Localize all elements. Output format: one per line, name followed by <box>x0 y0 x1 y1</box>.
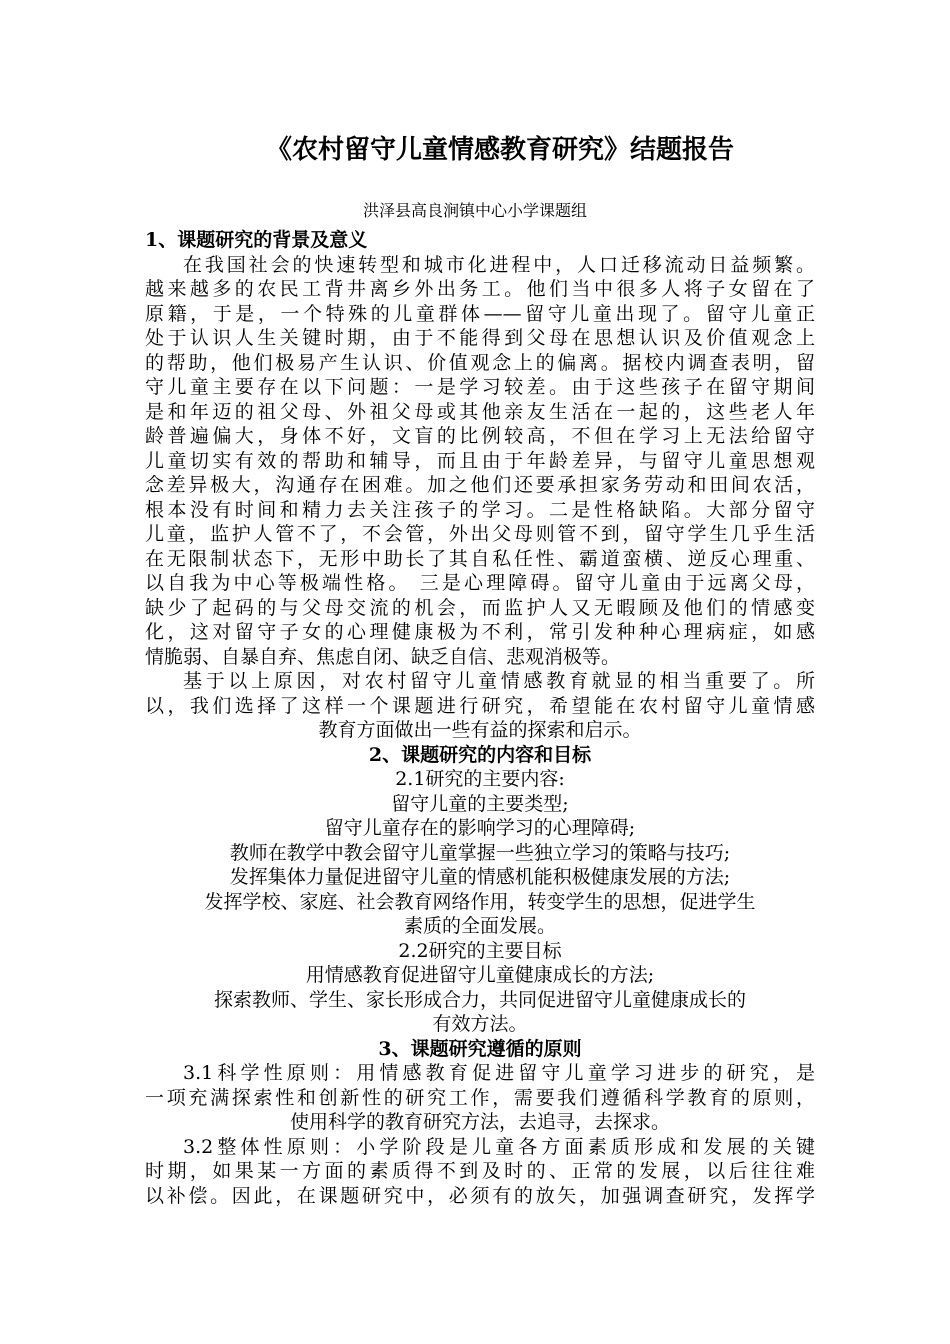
text-line: 在无限制状态下，无形中助长了其自私任性、霸道蛮横、逆反心理重、 <box>145 547 815 570</box>
text-line: 时期，如果某一方面的素质得不到及时的、正常的发展，以后往往难 <box>145 1160 815 1182</box>
report-body <box>145 228 815 1208</box>
text-line: 有效方法。 <box>432 1013 528 1035</box>
text-line: 儿童，监护人管不了，不会管，外出父母则管不到，留守学生几乎生活 <box>145 523 815 545</box>
text-line: 素质的全面发展。 <box>403 915 556 937</box>
text-line: 用情感教育促进留守儿童健康成长的方法; <box>305 964 655 986</box>
text-line: 龄普遍偏大，身体不好，文盲的比例较高，不但在学习上无法给留守 <box>145 425 815 447</box>
report-title: 《农村留守儿童情感教育研究》结题报告 <box>265 135 734 165</box>
text-line: 教育方面做出一些有益的探索和启示。 <box>318 719 642 741</box>
text-line: 留守儿童存在的影响学习的心理障碍; <box>324 817 636 839</box>
text-line: 3.2整体性原则：小学阶段是儿童各方面素质形成和发展的关键 <box>183 1135 815 1158</box>
text-line: 的帮助，他们极易产生认识、价值观念上的偏离。据校内调查表明，留 <box>145 351 815 374</box>
text-line: 儿童切实有效的帮助和辅导，而且由于年龄差异，与留守儿童思想观 <box>145 449 815 472</box>
text-line: 是和年迈的祖父母、外祖父母或其他亲友生活在一起的，这些老人年 <box>145 400 815 423</box>
text-line: 以自我为中心等极端性格。 三是心理障碍。留守儿童由于远离父母， <box>145 572 815 594</box>
text-line: 发挥学校、家庭、社会教育网络作用，转变学生的思想，促进学生 <box>204 890 756 913</box>
text-line: 3.1科学性原则：用情感教育促进留守儿童学习进步的研究，是 <box>183 1062 815 1084</box>
text-line: 教师在教学中教会留守儿童掌握一些独立学习的策略与技巧; <box>229 841 731 864</box>
text-line: 基于以上原因，对农村留守儿童情感教育就显的相当重要了。所 <box>183 670 815 692</box>
text-line: 留守儿童的主要类型; <box>391 792 569 815</box>
text-line: 一项充满探索性和创新性的研究工作，需要我们遵循科学教育的原则， <box>145 1086 815 1109</box>
text-line: 3、课题研究遵循的原则 <box>378 1037 582 1060</box>
text-line: 1、课题研究的背景及意义 <box>145 229 368 251</box>
text-line: 缺少了起码的与父母交流的机会，而监护人又无暇顾及他们的情感变 <box>145 596 815 619</box>
text-line: 以补偿。因此，在课题研究中，必须有的放矢，加强调查研究，发挥学 <box>145 1184 815 1207</box>
text-line: 处于认识人生关键时期，由于不能得到父母在思想认识及价值观念上 <box>145 327 815 349</box>
text-line: 情脆弱、自暴自弃、焦虑自闭、缺乏自信、悲观消极等。 <box>145 645 621 668</box>
text-line: 根本没有时间和精力去关注孩子的学习。二是性格缺陷。大部分留守 <box>145 498 815 521</box>
text-line: 念差异极大，沟通存在困难。加之他们还要承担家务劳动和田间农活， <box>145 474 815 496</box>
text-line: 2.2研究的主要目标 <box>398 939 562 962</box>
affiliation-line: 洪泽县高良涧镇中心小学课题组 <box>362 201 587 220</box>
text-line: 在我国社会的快速转型和城市化进程中，人口迁移流动日益频繁。 <box>183 253 815 276</box>
text-line: 发挥集体力量促进留守儿童的情感机能积极健康发展的方法; <box>229 866 731 888</box>
text-line: 原籍，于是，一个特殊的儿童群体——留守儿童出现了。留守儿童正 <box>145 302 815 325</box>
text-line: 使用科学的教育研究方法，去追寻，去探求。 <box>289 1111 670 1133</box>
text-line: 守儿童主要存在以下问题：一是学习较差。由于这些孩子在留守期间 <box>145 376 815 398</box>
text-line: 探索教师、学生、家长形成合力，共同促进留守儿童健康成长的 <box>213 988 746 1011</box>
text-line: 以，我们选择了这样一个课题进行研究，希望能在农村留守儿童情感 <box>145 694 815 717</box>
text-line: 2、课题研究的内容和目标 <box>368 743 592 766</box>
text-line: 2.1研究的主要内容: <box>395 768 565 790</box>
text-line: 化，这对留守子女的心理健康极为不利，常引发种种心理病症，如感 <box>145 621 815 643</box>
text-line: 越来越多的农民工背井离乡外出务工。他们当中很多人将子女留在了 <box>145 278 815 300</box>
